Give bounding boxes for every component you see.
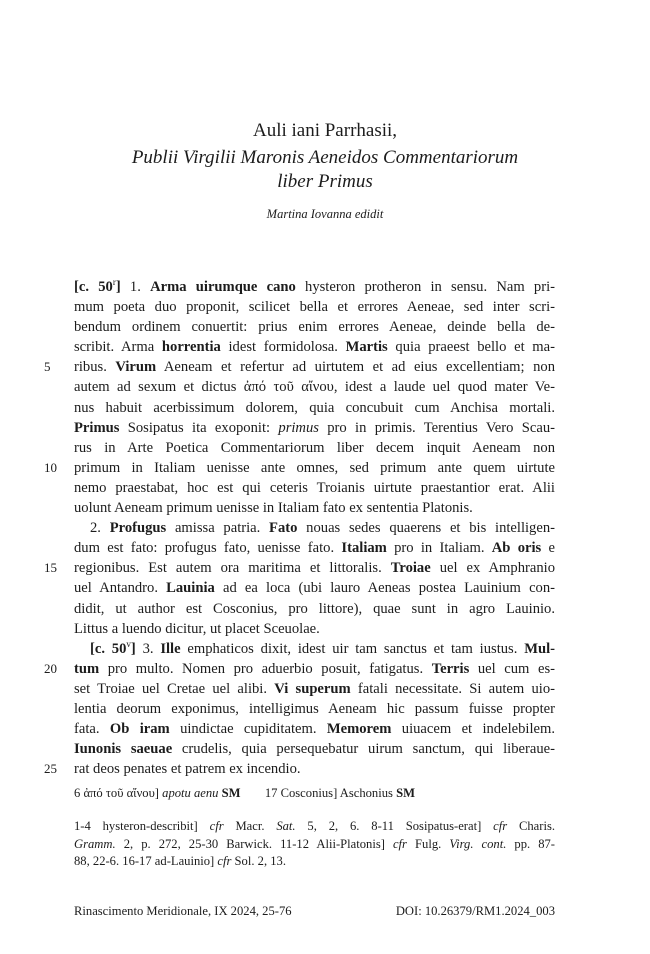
text-run: cfr xyxy=(217,854,232,868)
line-number: 5 xyxy=(44,359,51,375)
text-run: dum est fato: profugus fato, uenisse fato. xyxy=(74,540,342,557)
text-run: lentia deorum exponimus, intelligimus Aeneam hic passum fuisse propter xyxy=(74,700,555,717)
text-line xyxy=(74,418,555,438)
author-title: Auli iani Parrhasii, xyxy=(252,120,398,141)
text-line xyxy=(44,458,555,478)
text-run: pro in Italiam. xyxy=(386,540,492,557)
text-run: Lauinia xyxy=(166,580,215,597)
text-run: uel cum es- xyxy=(469,660,555,677)
text-run: didit, ut author est Cosconius, pro littore), quae sunt in agro Lauinio. xyxy=(74,600,555,617)
text-run: Littus a luendo dicitur, ut placet Sceuolae. xyxy=(74,620,320,637)
text-run: autem ad sexum et dictus ἀπό τοῦ αἴνου, idest a laude uel quod mater Ve- xyxy=(74,379,555,396)
text-run: Sosipatus ita exoponit: xyxy=(119,419,279,436)
text-run: Gramm. xyxy=(74,836,116,851)
text-run: fatali necessitate. Si autem uio- xyxy=(350,680,556,697)
text-run: Profugus xyxy=(109,520,167,537)
text-run: Mul- xyxy=(524,640,555,657)
text-run: rus in Arte Poetica Commentariorum liber decem inquit Aeneam non xyxy=(74,439,555,456)
line-number: 10 xyxy=(44,459,57,475)
text-run: [c. 50 xyxy=(74,279,113,295)
text-run: [c. 50 xyxy=(90,640,127,657)
work-title: Publii Virgilii Maronis Aeneidos Commentariorum xyxy=(131,147,519,168)
text-run: Terris xyxy=(431,660,470,677)
text-line xyxy=(74,699,555,719)
text-run: scribit. Arma xyxy=(74,339,162,356)
doi-label: DOI: 10.26379/RM1.2024_003 xyxy=(395,904,555,918)
text-run: ] xyxy=(115,279,121,295)
text-run: uindictae cupiditatem. xyxy=(169,721,327,738)
text-run: Vi superum xyxy=(274,680,351,697)
text-line xyxy=(74,478,555,498)
text-line xyxy=(74,518,555,538)
text-run: uiuacem et indelebilem. xyxy=(391,721,556,738)
text-run: Arma uirumque cano xyxy=(150,279,296,295)
text-run: Troiae xyxy=(390,560,431,577)
text-line xyxy=(74,538,555,558)
text-run: idest formidolosa. xyxy=(220,339,346,356)
text-line xyxy=(74,337,555,357)
text-run: uolunt Aeneam primum uenisse in Italiam fato ex sententia Platonis. xyxy=(74,500,473,517)
text-run: Virum xyxy=(115,359,157,376)
source-line xyxy=(74,818,555,836)
text-run: nouas sedes quaerens et bis intelligen- xyxy=(297,520,555,537)
text-run: Fulg. xyxy=(406,836,450,851)
text-run: Ob iram xyxy=(109,721,170,738)
text-run: tum xyxy=(74,660,100,677)
text-run: Sol. 2, 13. xyxy=(231,854,286,868)
text-run: horrentia xyxy=(161,339,221,356)
text-run: Martis xyxy=(345,339,388,356)
text-run: Primus xyxy=(74,419,120,436)
source-line xyxy=(74,853,555,871)
text-run: ribus. xyxy=(74,359,116,376)
text-run: ad ea loca (ubi lauro Aeneas postea Lauinium con- xyxy=(214,580,555,597)
text-run: primus xyxy=(278,419,319,436)
text-run: uel ex Amphranio xyxy=(430,560,555,577)
apparatus-ref: 6 ἀπό τοῦ αἴνου] xyxy=(74,786,159,800)
text-run: r xyxy=(112,277,116,288)
line-number: 25 xyxy=(44,761,57,777)
text-run: pro in primis. Terentius Vero Scau- xyxy=(318,419,555,436)
apparatus-reading: apotu aenu xyxy=(162,786,219,800)
text-line xyxy=(74,438,555,458)
text-run: crudelis, quia persequebatur uirum sanctum, qui liberaue- xyxy=(172,741,555,758)
text-run: fata. xyxy=(74,721,110,738)
text-run: Ille xyxy=(160,640,181,657)
text-line xyxy=(44,659,555,679)
text-line xyxy=(74,739,555,759)
text-run: amissa patria. xyxy=(166,520,270,537)
text-run: 3. xyxy=(135,640,161,657)
text-run: pro multo. Nomen pro aduerbio posuit, fatigatus. xyxy=(99,660,432,677)
text-line xyxy=(74,317,555,337)
text-run: 1-4 hysteron-describit] xyxy=(74,819,210,833)
text-line xyxy=(74,719,555,739)
editor-credit: Martina Iovanna edidit xyxy=(266,207,384,221)
text-run: hysteron protheron in sensu. Nam pri- xyxy=(295,279,555,295)
text-run: regionibus. Est autem ora maritima et littoralis. xyxy=(74,560,391,577)
source-apparatus xyxy=(74,818,555,871)
text-line xyxy=(74,619,555,639)
book-title: liber Primus xyxy=(277,171,373,192)
line-number: 20 xyxy=(44,660,57,676)
text-run: Fato xyxy=(269,520,298,537)
text-run: set Troiae uel Cretae uel alibi. xyxy=(74,680,275,697)
text-run: cfr xyxy=(392,836,407,851)
text-run: Italiam xyxy=(341,540,387,557)
text-run: ] xyxy=(130,640,136,657)
text-run: Charis. xyxy=(507,819,555,833)
text-run: Aeneam et refertur ad uirtutem et ad eius excellentiam; non xyxy=(156,359,556,376)
text-run: emphaticos dixit, idest uir tam sanctus et tam iustus. xyxy=(180,640,525,657)
text-run: pp. 87- xyxy=(506,836,555,851)
text-line xyxy=(44,558,555,578)
text-run: cfr xyxy=(209,819,224,833)
text-run: quia praeest bello et ma- xyxy=(387,339,555,356)
text-line xyxy=(74,297,555,317)
apparatus-sigla: SM xyxy=(221,786,241,800)
text-run: 2. xyxy=(90,520,110,537)
text-run: v xyxy=(126,638,131,649)
text-line xyxy=(74,277,555,297)
text-line xyxy=(74,578,555,598)
text-run: 88, 22-6. 16-17 ad-Lauinio] xyxy=(74,854,218,868)
text-run: nus habuit acerbissimum dolorem, quia concubuit cum Anchisa mortali. xyxy=(74,399,555,416)
text-run: uel Antandro. xyxy=(74,580,167,597)
text-run: Iunonis saeuae xyxy=(74,741,173,758)
text-line xyxy=(74,377,555,397)
critical-apparatus xyxy=(74,786,555,801)
line-number: 15 xyxy=(44,560,57,576)
text-run: 1. xyxy=(120,279,151,295)
text-run: 2, p. 272, 25-30 Barwick. 11-12 Alii-Platonis] xyxy=(115,836,393,851)
text-line xyxy=(74,639,555,659)
text-run: Macr. xyxy=(223,819,277,833)
text-run: Sat. xyxy=(276,819,296,833)
text-line xyxy=(74,599,555,619)
text-run: cfr xyxy=(493,819,508,833)
apparatus-ref: 17 Cosconius] xyxy=(264,786,338,800)
source-line xyxy=(74,836,555,854)
journal-citation: Rinascimento Meridionale, IX 2024, 25-76 xyxy=(74,904,292,918)
text-run: primum in Italiam uenisse ante omnes, sed primum ante quem uirtute xyxy=(74,459,555,476)
apparatus-reading: Aschonius xyxy=(339,786,393,800)
text-run: Ab oris xyxy=(491,540,542,557)
text-line xyxy=(74,498,555,518)
text-run: mum poeta duo proponit, scilicet bella et errores Aeneae, sed inter scri- xyxy=(74,299,555,316)
text-run: bendum ordinem conuertit: prius enim errores Aeneae, deinde bella de- xyxy=(74,319,555,336)
text-line xyxy=(74,679,555,699)
text-run: 5, 2, 6. 8-11 Sosipatus-erat] xyxy=(295,819,494,833)
text-run: rat deos penates et patrem ex incendio. xyxy=(74,761,301,778)
text-line xyxy=(44,759,555,779)
text-run: e xyxy=(541,540,555,557)
text-run: Memorem xyxy=(326,721,392,738)
text-line xyxy=(74,398,555,418)
commentary-text xyxy=(44,277,556,779)
text-line xyxy=(44,357,556,377)
text-run: Virg. cont. xyxy=(449,836,507,851)
text-run: nemo praestabat, hoc est qui ceteris Troianis uirtute praestantior erat. Alii xyxy=(74,479,555,496)
apparatus-sigla: SM xyxy=(396,786,415,800)
